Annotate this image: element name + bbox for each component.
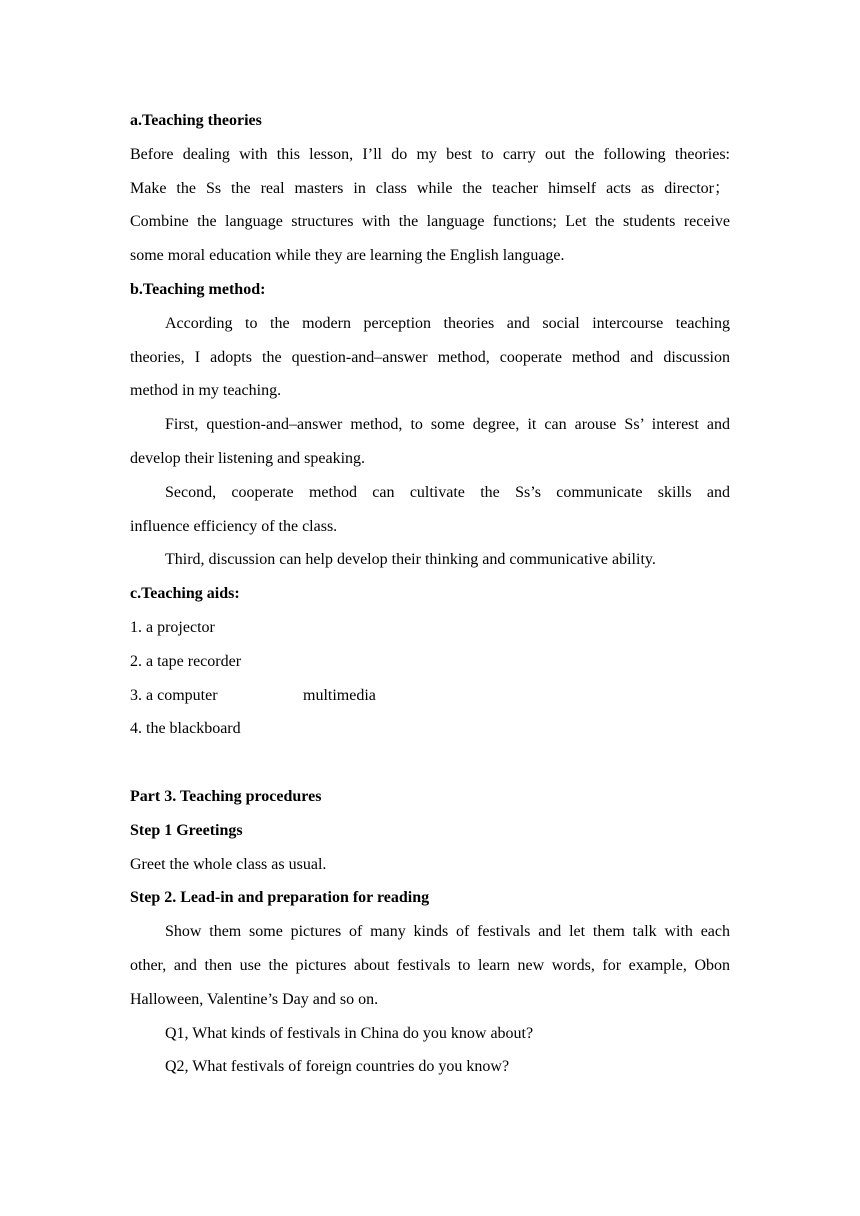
step2-line: Show them some pictures of many kinds of festivals and let them talk with each [165, 923, 730, 941]
aid-item [130, 679, 730, 713]
section-a-heading: a.Teaching theories [130, 112, 262, 129]
section-b-line: influence efficiency of the class. [130, 517, 338, 535]
section-a-line: Combine the language structures with the language functions; Let the students receive [130, 213, 730, 231]
document-page [130, 104, 730, 1084]
step1-heading: Step 1 Greetings [130, 821, 243, 839]
aid-item: 1. a projector [130, 618, 215, 636]
step2-line: Halloween, Valentine’s Day and so on. [130, 990, 379, 1008]
aid-item-extra: multimedia [303, 686, 376, 704]
aid-item: 2. a tape recorder [130, 652, 242, 670]
section-b-line: Second, cooperate method can cultivate the Ss’s communicate skills and [165, 483, 730, 501]
section-c-heading: c.Teaching aids: [130, 585, 240, 603]
aid-item-label: 3. a computer [130, 686, 218, 704]
section-b-line: According to the modern perception theories and social intercourse teaching [165, 314, 730, 332]
section-a-line: Before dealing with this lesson, I’ll do my best to carry out the following theories: [130, 145, 730, 163]
section-a-line: Make the Ss the real masters in class while the teacher himself acts as director； [130, 179, 730, 197]
section-a-line: some moral education while they are learning the English language. [130, 247, 565, 265]
section-b-line: First, question-and–answer method, to some degree, it can arouse Ss’ interest and [165, 416, 730, 434]
aid-item: 4. the blackboard [130, 720, 241, 738]
section-b-line: method in my teaching. [130, 382, 282, 400]
part3-heading: Part 3. Teaching procedures [130, 787, 322, 805]
section-b-line: theories, I adopts the question-and–answer method, cooperate method and discussion [130, 348, 730, 366]
section-b-line: Third, discussion can help develop their thinking and communicative ability. [165, 551, 656, 569]
question-item: Q2, What festivals of foreign countries do you know? [165, 1058, 510, 1076]
question-item: Q1, What kinds of festivals in China do you know about? [165, 1024, 534, 1042]
section-b-line: develop their listening and speaking. [130, 449, 366, 467]
step1-text: Greet the whole class as usual. [130, 855, 327, 873]
step2-line: other, and then use the pictures about festivals to learn new words, for example, Obon [130, 956, 730, 974]
step2-heading: Step 2. Lead-in and preparation for reading [130, 889, 430, 907]
section-b-heading: b.Teaching method: [130, 280, 266, 298]
blank-line [130, 746, 730, 780]
